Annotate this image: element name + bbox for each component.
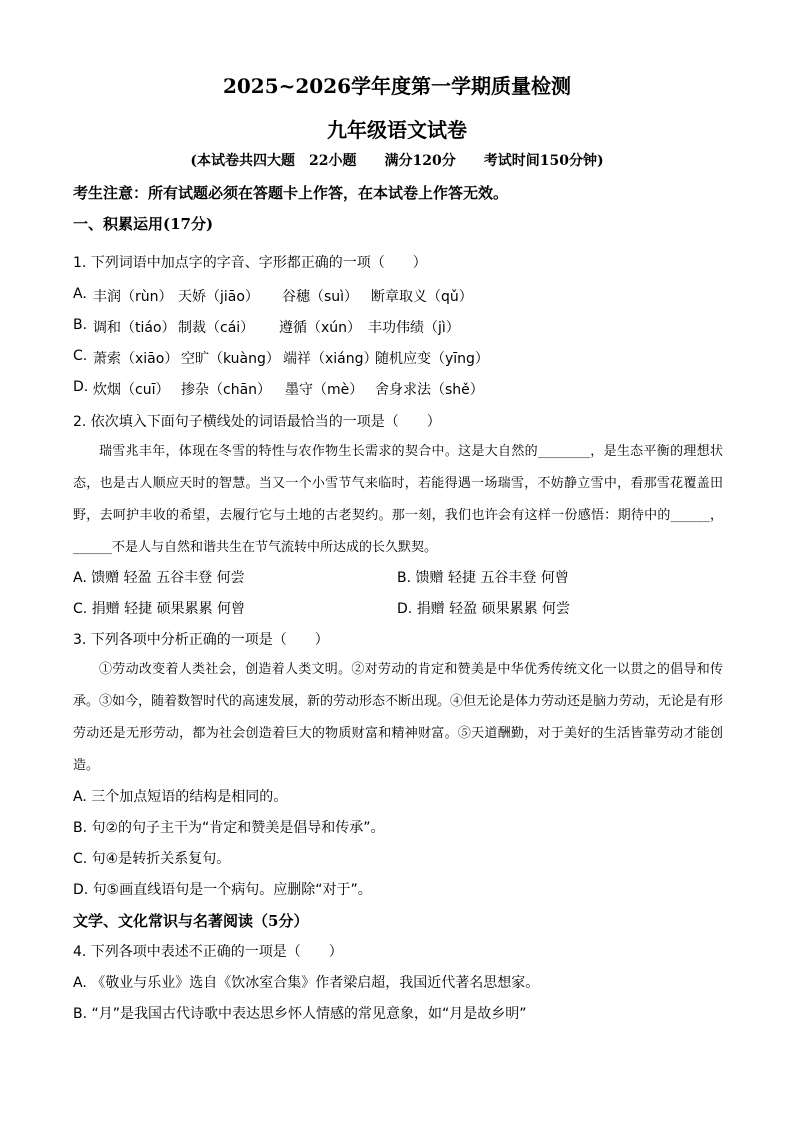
- option-label: A.: [73, 286, 87, 302]
- option-item: 断章取义（qǔ）: [371, 289, 473, 305]
- option-item: 舍身求法（shě）: [375, 382, 484, 398]
- option-item: 萧索（xiāo）: [93, 351, 179, 367]
- option-item: 炊烟（cuī）: [93, 382, 170, 398]
- option-item: 空旷（kuàng）: [181, 351, 280, 367]
- option-label: C.: [73, 601, 88, 617]
- option-label: A.: [73, 570, 87, 586]
- question-4-stem: 4. 下列各项中表述不正确的一项是（ ）: [73, 944, 343, 960]
- question-2-stem: 2. 依次填入下面句子横线处的词语最恰当的一项是（ ）: [73, 414, 441, 430]
- passage-text: ①劳动改变着人类社会，创造着人类文明。②对劳动的肯定和赞美是中华优秀传统文化一以贯之的倡导和传承。③如今，随着数智时代的高速发展，新的劳动形态不断出现。④但无论是体力劳动还是脑力劳动，无论是有形劳动还是无形劳动，都为社会创造着巨大的物质财富和精神财富。⑤天道酬勤，对于美好的生活皆靠劳动才能创造。: [73, 662, 724, 773]
- q2-option-d: [397, 598, 570, 618]
- option-item: 调和（tiáo）: [93, 320, 176, 336]
- option-item: 天娇（jiāo）: [178, 289, 259, 305]
- option-label: C.: [73, 348, 88, 364]
- option-text: 捐赠 轻捷 硕果累累 何曾: [91, 601, 246, 617]
- option-item: 制裁（cái）: [178, 320, 255, 336]
- option-label: D.: [397, 601, 413, 617]
- question-1-stem: 1. 下列词语中加点字的字音、字形都正确的一项（ ）: [73, 255, 427, 271]
- q1-option-b: [73, 317, 723, 337]
- q4-option-b: B. “月”是我国古代诗歌中表达思乡怀人情感的常见意象，如“月是故乡明”: [73, 1006, 527, 1022]
- option-label: B.: [397, 570, 412, 586]
- exam-notice: 考生注意：所有试题必须在答题卡上作答，在本试卷上作答无效。: [73, 184, 509, 202]
- option-item: 丰功伟绩（jì）: [368, 320, 460, 336]
- q1-option-a: [73, 286, 723, 306]
- q2-option-b: [397, 567, 569, 587]
- option-item: 墨守（mè）: [285, 382, 364, 398]
- option-text: 馈赠 轻盈 五谷丰登 何尝: [91, 570, 245, 586]
- exam-subtitle: 九年级语文试卷: [327, 118, 467, 142]
- option-item: 掺杂（chān）: [181, 382, 272, 398]
- q3-option-a: A. 三个加点短语的结构是相同的。: [73, 789, 288, 805]
- option-item: 遵循（xún）: [279, 320, 362, 336]
- q2-option-c: [73, 598, 245, 618]
- passage-text: 瑞雪兆丰年，体现在冬雪的特性与农作物生长需求的契合中。这是大自然的________，是生态平衡的理想状态，也是古人顺应天时的智慧。当又一个小雪节气来临时，若能得遇一场瑞雪，不妨静立雪中，看那雪花覆盖田野，去呵护丰收的希望，去履行它与土地的古老契约。那一刻，我们也许会有这样一份感悟：期待中的______，______不是人与自然和谐共生在节气流转中所达成的长久默契。: [73, 444, 723, 555]
- section-heading-2: 文学、文化常识与名著阅读（5分）: [73, 912, 309, 930]
- question-3-passage: [73, 654, 723, 782]
- question-2-passage: [73, 436, 723, 564]
- q3-option-c: C. 句④是转折关系复句。: [73, 851, 231, 867]
- section-heading-1: 一、积累运用(17分): [73, 215, 214, 233]
- option-item: 端祥（xiáng）: [283, 351, 378, 367]
- q1-option-c: [73, 348, 723, 368]
- option-text: 捐赠 轻盈 硕果累累 何尝: [416, 601, 571, 617]
- exam-title: 2025~2026学年度第一学期质量检测: [222, 74, 572, 98]
- question-3-stem: 3. 下列各项中分析正确的一项是（ ）: [73, 632, 329, 648]
- option-item: 丰润（rùn）: [93, 289, 173, 305]
- q3-option-d: D. 句⑤画直线语句是一个病句。应删除“对于”。: [73, 882, 372, 898]
- q3-option-b: B. 句②的句子主干为“肯定和赞美是倡导和传承”。: [73, 820, 385, 836]
- option-label: D.: [73, 379, 89, 395]
- q2-option-a: [73, 567, 245, 587]
- option-text: 馈赠 轻捷 五谷丰登 何曾: [415, 570, 569, 586]
- exam-info: (本试卷共四大题 22小题 满分120分 考试时间150分钟): [190, 153, 604, 169]
- q1-option-d: [73, 379, 723, 399]
- option-item: 随机应变（yīng）: [375, 351, 489, 367]
- q4-option-a: A. 《敬业与乐业》选自《饮冰室合集》作者梁启超，我国近代著名思想家。: [73, 975, 540, 991]
- option-label: B.: [73, 317, 88, 333]
- option-item: 谷穗（suì）: [282, 289, 359, 305]
